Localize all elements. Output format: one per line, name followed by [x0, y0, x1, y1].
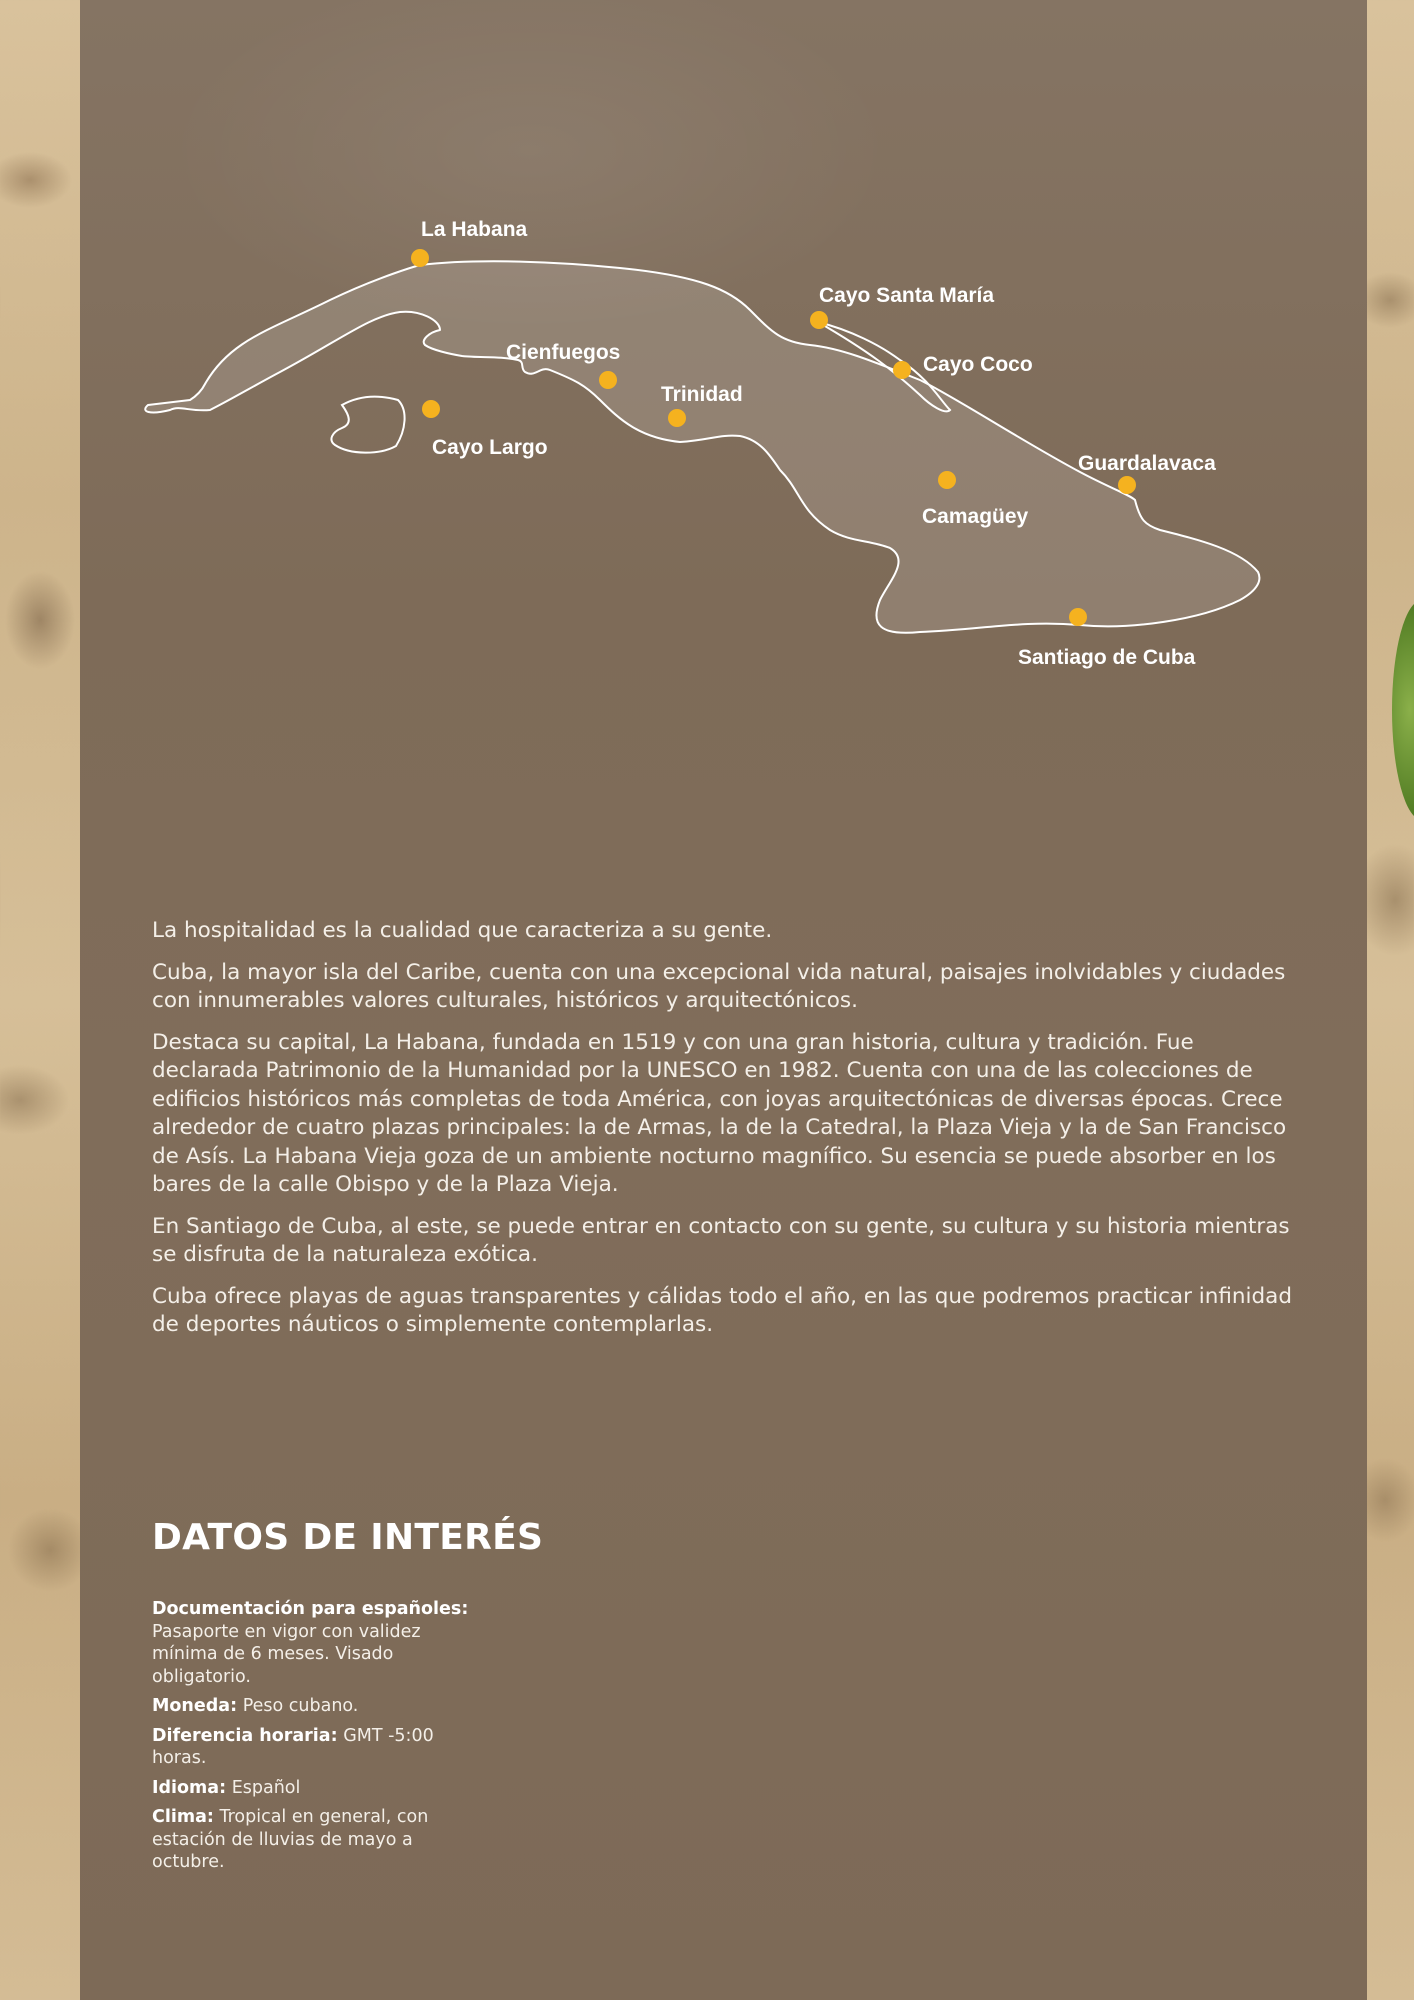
intro-paragraph: La hospitalidad es la cualidad que caracteriza a su gente.	[152, 918, 773, 943]
city-label-camaguey: Camagüey	[922, 505, 1029, 528]
fact-moneda	[152, 1695, 482, 1718]
intro-paragraph: Cuba, la mayor isla del Caribe, cuenta con una excepcional vida natural, paisajes inolvidables y ciudades con innumerables valores culturales, históricos y arquitectónicos.	[152, 959, 1286, 1013]
city-marker-cayo-largo	[422, 400, 440, 418]
city-marker-la-habana	[411, 249, 429, 267]
city-label-la-habana: La Habana	[421, 218, 528, 241]
city-label-trinidad: Trinidad	[661, 383, 743, 406]
intro-paragraph: En Santiago de Cuba, al este, se puede entrar en contacto con su gente, su cultura y su historia mientras se disfruta de la naturaleza exótica.	[152, 1213, 1290, 1267]
city-marker-guardalavaca	[1118, 476, 1136, 494]
fact-value: Pasaporte en vigor con validez mínima de 6 meses. Visado obligatorio.	[152, 1621, 421, 1687]
fact-documentacion	[152, 1598, 482, 1688]
city-marker-trinidad	[668, 409, 686, 427]
intro-paragraph: Destaca su capital, La Habana, fundada en 1519 y con una gran historia, cultura y tradición. Fue declarada Patrimonio de la Humanidad por la UNESCO en 1982. Cuenta con una de las colecciones de edificios históricos más completas de toda América, con joyas arquitectónicas de diversas épocas. Crece alrededor de cuatro plazas principales: la de Armas, la de la Catedral, la Plaza Vieja y la de San Francisco de Asís. La Habana Vieja goza de un ambiente nocturno magnífico. Su esencia se puede absorber en los bares de la calle Obispo y de la Plaza Vieja.	[152, 1029, 1287, 1197]
fact-value: Tropical en general, con estación de lluvias de mayo a octubre.	[152, 1807, 429, 1872]
fact-label: Documentación para españoles:	[152, 1599, 469, 1619]
fact-label: Moneda:	[152, 1696, 238, 1716]
city-label-cayo-coco: Cayo Coco	[923, 353, 1033, 376]
cayo-largo-outline	[331, 397, 404, 453]
fact-value: GMT -5:00 horas.	[152, 1725, 434, 1768]
city-marker-cienfuegos	[599, 371, 617, 389]
cuba-island-outline	[145, 261, 1259, 633]
section-heading: DATOS DE INTERÉS	[152, 1517, 544, 1558]
city-marker-cayo-coco	[893, 361, 911, 379]
intro-paragraph: Cuba ofrece playas de aguas transparentes y cálidas todo el año, en las que podremos practicar infinidad de deportes náuticos o simplemente contemplarlas.	[152, 1283, 1292, 1337]
city-label-cayo-santa-maria: Cayo Santa María	[819, 284, 995, 307]
city-label-guardalavaca: Guardalavaca	[1078, 452, 1216, 475]
fact-value: Español	[231, 1777, 301, 1798]
facts-list	[152, 1598, 482, 1881]
city-label-cienfuegos: Cienfuegos	[506, 341, 621, 364]
intro-text	[152, 917, 1292, 1353]
fact-clima	[152, 1806, 482, 1874]
leaf-decoration	[1392, 600, 1414, 820]
city-marker-cayo-santa-maria	[810, 311, 828, 329]
content-panel	[80, 0, 1367, 2000]
city-marker-camaguey	[938, 471, 956, 489]
city-label-santiago-de-cuba: Santiago de Cuba	[1018, 646, 1196, 669]
fact-idioma	[152, 1777, 482, 1800]
city-marker-santiago-de-cuba	[1069, 608, 1087, 626]
fact-diferencia-horaria	[152, 1725, 482, 1770]
cuba-map	[80, 0, 1367, 720]
fact-label: Idioma:	[152, 1777, 227, 1798]
city-label-cayo-largo: Cayo Largo	[432, 436, 548, 459]
fact-label: Diferencia horaria:	[152, 1725, 338, 1746]
fact-value: Peso cubano.	[242, 1696, 359, 1716]
fact-label: Clima:	[152, 1807, 214, 1827]
